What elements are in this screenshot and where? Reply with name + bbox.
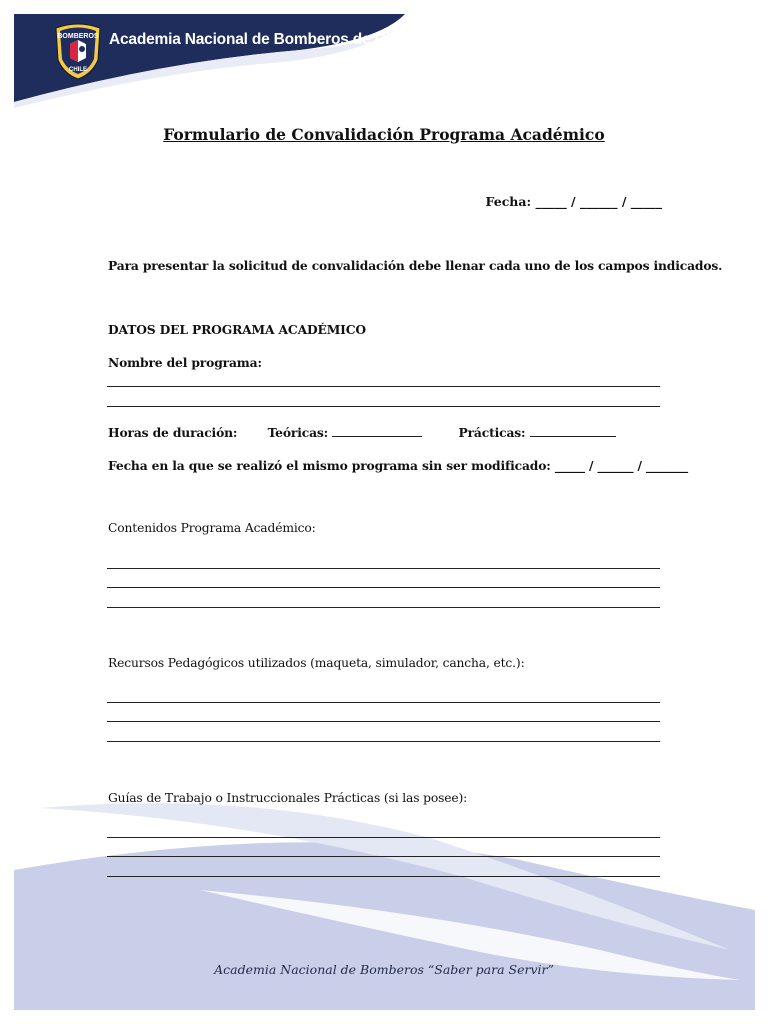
practical-hours-field[interactable] [530,426,616,437]
bomberos-logo-icon [52,22,104,80]
guides-line-3[interactable] [107,876,660,877]
hours-label: Horas de duración: [108,425,238,440]
theoretical-label: Teóricas: [267,425,329,440]
footer-motto: Academia Nacional de Bomberos “Saber para Servir” [214,962,554,977]
contents-label: Contenidos Programa Académico: [108,521,316,535]
intro-text: Para presentar la solicitud de convalidación debe llenar cada uno de los campos indicados. [108,258,723,273]
practical-label: Prácticas: [458,425,526,440]
contents-line-1[interactable] [107,568,660,569]
contents-line-2[interactable] [107,587,660,588]
hours-row [108,425,616,440]
logo-text-bottom: CHILE [69,67,87,73]
guides-line-2[interactable] [107,856,660,857]
program-name-line-1[interactable] [107,386,660,387]
logo-text-top: BOMBEROS [57,33,99,40]
date-field[interactable]: Fecha: _____ / ______ / _____ [485,194,662,209]
theoretical-hours-field[interactable] [332,426,422,437]
resources-line-1[interactable] [107,702,660,703]
resources-label: Recursos Pedagógicos utilizados (maqueta, simulador, cancha, etc.): [108,656,525,670]
done-date-field[interactable]: _____ / ______ / _______ [554,458,689,473]
done-date-label: Fecha en la que se realizó el mismo programa sin ser modificado: [108,458,551,473]
contents-line-3[interactable] [107,607,660,608]
guides-line-1[interactable] [107,837,660,838]
program-name-line-2[interactable] [107,406,660,407]
form-title: Formulario de Convalidación Programa Académico [163,125,605,144]
footer-waves [0,780,768,1024]
done-date-row [108,458,688,473]
guides-label: Guías de Trabajo o Instruccionales Prácticas (si las posee): [108,791,468,805]
resources-line-3[interactable] [107,741,660,742]
program-name-label: Nombre del programa: [108,355,262,370]
organization-name: Academia Nacional de Bomberos de Chile [109,31,412,48]
resources-line-2[interactable] [107,721,660,722]
section-title: DATOS DEL PROGRAMA ACADÉMICO [108,322,366,337]
